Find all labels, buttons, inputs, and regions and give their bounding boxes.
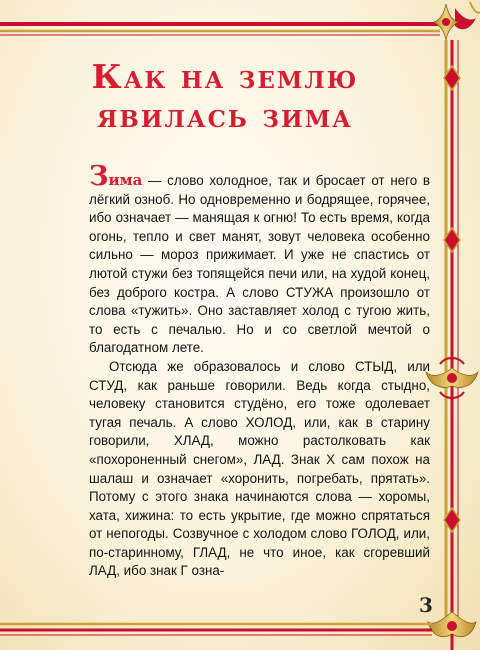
top-border bbox=[0, 24, 445, 35]
paragraph-1 bbox=[89, 163, 430, 358]
dropcap-word-rest: има bbox=[108, 171, 143, 189]
dropcap-letter: З bbox=[89, 161, 109, 192]
paragraph-1-text: — слово холодное, так и бросает от него в лёгкий озноб. Но одновременно и бодрящее, горячее, ибо означает — манящая к огню! То есть время, когда огонь, тепло и свет манят, зовут человека особенно сильно — мороз прижимает. И уже не спастись от лютой стужи без топящейся печи или, на худой конец, без доброго костра. А слово СТУЖА произошло от слова «тужить». Оно заставляет холод с тугою жить, то есть с печалью. Но и со светлой мечтой о благодатном лете. bbox=[89, 173, 430, 356]
title-line-1: Как на землю bbox=[91, 57, 359, 96]
paragraph-2: Отсюда же образовалось и слово СТЫД, или СТУД, как раньше говорили. Ведь когда стыдно, человеку становится студёно, его тоже одолевает тугая печаль. А слово ХОЛОД, или, как в старину говорили, ХЛАД, можно растолковать как «похороненный снегом», ЛАД. Знак Х сам похож на шалаш и означает «хоронить, погребать, прятать». Потому с этого знака начинаются слова — хоромы, хата, хижина: то есть укрытие, где можно спрятаться от непогоды. Созвучное с холодом слово ГОЛОД, или, по-старинному, ГЛАД, не что иное, как сгоревший ЛАД, ибо знак Г озна- bbox=[89, 358, 430, 579]
article-body bbox=[89, 163, 430, 581]
corner-ornament-bottom-right bbox=[428, 612, 476, 650]
bottom-border bbox=[0, 624, 432, 635]
title-line-2: явилась зима bbox=[97, 96, 353, 135]
corner-ornament-top-right bbox=[434, 2, 480, 40]
page-number: 3 bbox=[419, 593, 433, 617]
